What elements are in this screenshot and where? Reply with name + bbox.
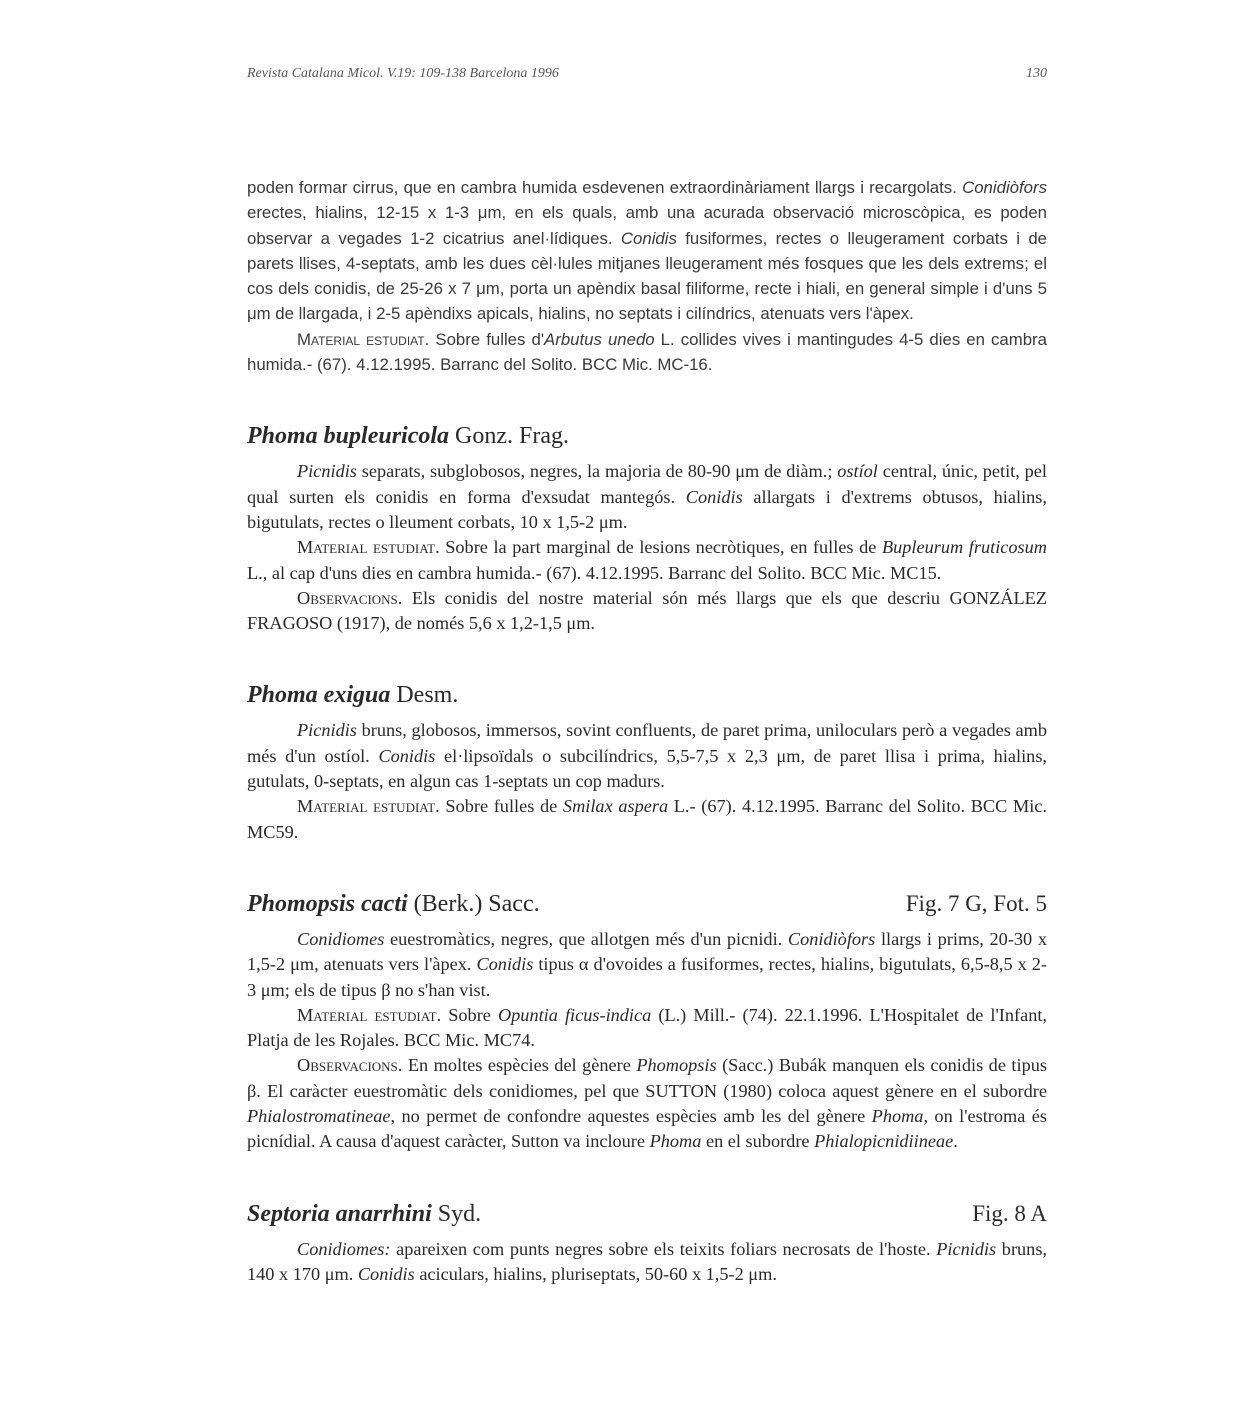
description-paragraph: Picnidis separats, subglobosos, negres, la majoria de 80-90 μm de diàm.; ostíol central, únic, petit, pel qual surten els conidis en forma d'exsudat mantegós. Conidis allargats i d'extrems obtusos, hialins, bigutulats, rectes o lleument corbats, 10 x 1,5-2 μm.: [247, 461, 1047, 532]
description-paragraph: poden formar cirrus, que en cambra humida esdevenen extraordinàriament llargs i recargolats. Conidiòfors erectes, hialins, 12-15 x 1-3 μm, en els quals, amb una acurada observació microscòpica, es poden observar a vegades 1-2 cicatrius anel·lídiques. Conidis fusiformes, rectes o lleugerament corbats i de parets llises, 4-septats, amb les dues cèl·lules mitjanes lleugerament més fosques que les dels extrems; el cos dels conidis, de 25-26 x 7 μm, porta un apèndix basal filiforme, recte i hiali, en general simple i d'uns 5 μm de llargada, i 2-5 apèndixs apicals, hialins, no septats i cilíndrics, atenuats vers l'àpex.: [247, 178, 1047, 324]
material-paragraph: Material estudiat. Sobre fulles d'Arbutus unedo L. collides vives i mantingudes 4-5 dies en cambra humida.- (67). 4.12.1995. Barranc del Solito. BCC Mic. MC-16.: [247, 329, 1047, 375]
journal-citation: Revista Catalana Micol. V.19: 109-138 Barcelona 1996: [247, 66, 559, 81]
species-heading: Phoma exigua Desm.: [247, 682, 459, 709]
material-paragraph: Material estudiat. Sobre la part marginal de lesions necròtiques, en fulles de Bupleurum fruticosum L., al cap d'uns dies en cambra humida.- (67). 4.12.1995. Barranc del Solito. BCC Mic. MC15.: [247, 537, 1047, 583]
species-heading: Phomopsis cacti (Berk.) Sacc. Fig. 7 G, Fot. 5: [247, 890, 1047, 917]
figure-reference: Fig. 7 G, Fot. 5: [905, 890, 1047, 916]
page-number: 130: [1026, 66, 1047, 81]
observations-paragraph: Observacions. En moltes espècies del gènere Phomopsis (Sacc.) Bubák manquen els conidis de tipus β. El caràcter euestromàtic dels conidiomes, pel que SUTTON (1980) coloca aquest gènere en el subordre Phialostromatineae, no permet de confondre aquestes espècies amb les del gènere Phoma, on l'estroma és picnídial. A causa d'aquest caràcter, Sutton va incloure Phoma en el subordre Phialopicnidiineae.: [247, 1055, 1047, 1152]
description-paragraph: Conidiomes euestromàtics, negres, que allotgen més d'un picnidi. Conidiòfors llargs i prims, 20-30 x 1,5-2 μm, atenuats vers l'àpex. Conidis tipus α d'ovoides a fusiformes, rectes, hialins, bigutulats, 6,5-8,5 x 2-3 μm; els de tipus β no s'han vist.: [247, 928, 1048, 1000]
species-heading: Phoma bupleuricola Gonz. Frag.: [247, 423, 570, 450]
description-paragraph: Picnidis bruns, globosos, immersos, sovint confluents, de paret prima, uniloculars però a vegades amb més d'un ostíol. Conidis el·lipsoïdals o subcilíndrics, 5,5-7,5 x 2,3 μm, de paret llisa i prima, hialins, gutulats, 0-septats, en algun cas 1-septats un cop madurs.: [247, 720, 1048, 792]
material-paragraph: Material estudiat. Sobre Opuntia ficus-indica (L.) Mill.- (74). 22.1.1996. L'Hospitalet de l'Infant, Platja de les Rojales. BCC Mic. MC74.: [247, 1004, 1048, 1051]
observations-paragraph: Observacions. Els conidis del nostre material són més llargs que els que descriu GONZÁLEZ FRAGOSO (1917), de només 5,6 x 1,2-1,5 μm.: [247, 587, 1047, 634]
material-paragraph: Material estudiat. Sobre fulles de Smilax aspera L.- (67). 4.12.1995. Barranc del Solito. BCC Mic. MC59.: [247, 796, 1047, 842]
running-header: [247, 66, 1047, 82]
page-body: [247, 175, 1047, 1287]
description-paragraph: Conidiomes: apareixen com punts negres sobre els teixits foliars necrosats de l'hoste. Picnidis bruns, 140 x 170 μm. Conidis aciculars, hialins, pluriseptats, 50-60 x 1,5-2 μm.: [247, 1238, 1048, 1284]
figure-reference: Fig. 8 A: [972, 1200, 1047, 1226]
species-heading: Septoria anarrhini Syd. Fig. 8 A: [247, 1200, 1047, 1227]
